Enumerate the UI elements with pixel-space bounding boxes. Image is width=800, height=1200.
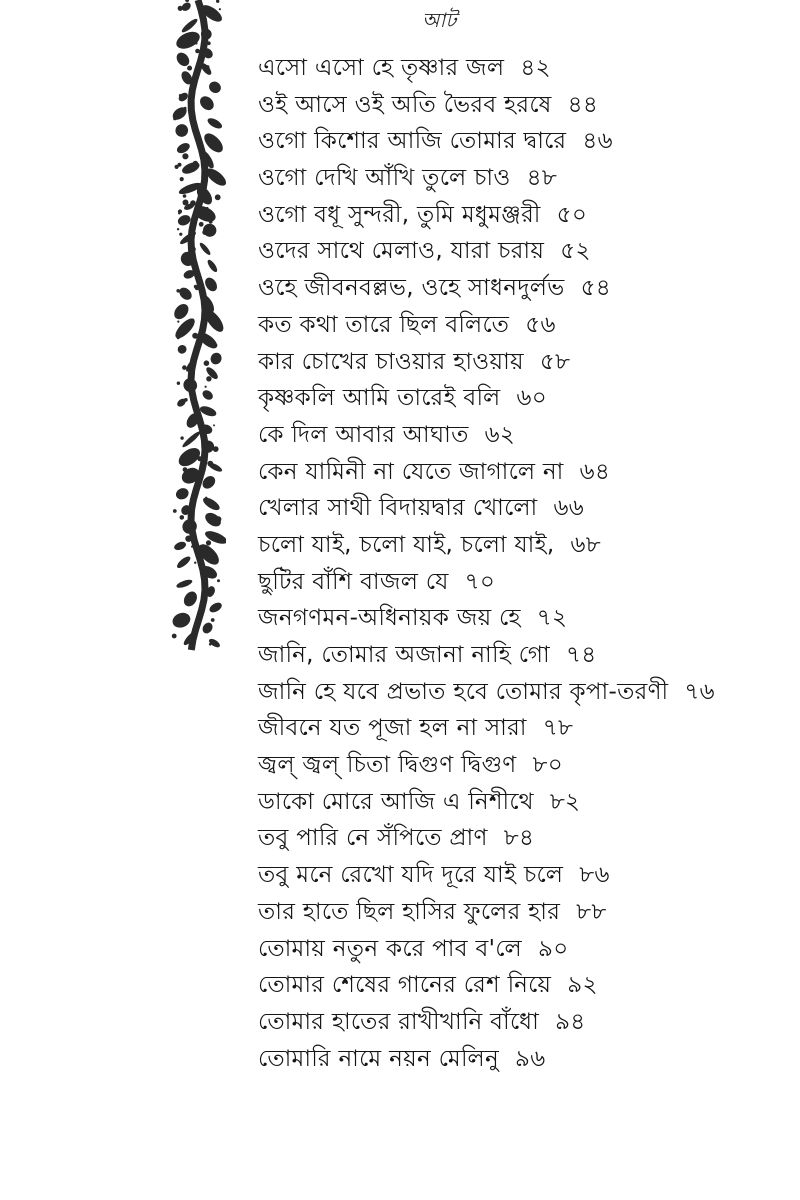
toc-entry-title: জানি, তোমার অজানা নাহি গো	[258, 642, 550, 668]
toc-entry-page: ৮৮	[576, 898, 607, 925]
toc-entry-page: ৫৬	[525, 311, 556, 338]
toc-entry-title: কৃষ্ণকলি আমি তারেই বলি	[258, 385, 501, 412]
toc-entry-page: ৭০	[464, 568, 496, 595]
toc-entry	[258, 87, 715, 124]
toc-entry-title: কার চোখের চাওয়ার হাওয়ায়	[258, 348, 524, 375]
toc-entry	[258, 747, 715, 784]
toc-entry-title: কে দিল আবার আঘাত	[258, 421, 469, 448]
toc-entry-page: ৬২	[484, 421, 516, 448]
toc-entry-page: ৮২	[549, 788, 581, 815]
toc-entry-page: ৯০	[537, 935, 569, 962]
toc-entry	[258, 931, 715, 968]
toc-entry-title: ওদের সাথে মেলাও, যারা চরায়	[258, 238, 545, 265]
toc-entry	[258, 894, 715, 931]
table-of-contents	[258, 50, 715, 1077]
toc-entry-title: তোমার হাতের রাখীখানি বাঁধো	[258, 1008, 540, 1035]
toc-entry-title: ওগো বধূ সুন্দরী, তুমি মধুমঞ্জরী	[258, 201, 541, 228]
toc-entry-title: কত কথা তারে ছিল বলিতে	[258, 311, 510, 338]
toc-entry-page: ৭৮	[542, 715, 574, 742]
toc-entry-title: জনগণমন-অধিনায়ক জয় হে	[258, 605, 521, 632]
toc-entry	[258, 564, 715, 601]
toc-entry	[258, 417, 715, 454]
toc-entry	[258, 233, 715, 270]
toc-entry-title: ওগো কিশোর আজি তোমার দ্বারে	[258, 128, 567, 155]
toc-entry-page: ৬৪	[579, 458, 611, 485]
toc-entry-title: কেন যামিনী না যেতে জাগালে না	[258, 458, 564, 485]
toc-entry-page: ৫২	[560, 238, 591, 265]
toc-entry	[258, 637, 715, 674]
toc-entry	[258, 344, 715, 381]
toc-entry-title: জীবনে যত পূজা হল না সারা	[258, 715, 527, 742]
toc-entry	[258, 967, 715, 1004]
toc-entry-page: ৯৬	[515, 1045, 546, 1072]
toc-entry-page: ৫৮	[539, 348, 571, 375]
toc-entry	[258, 1041, 715, 1078]
page-number: আট	[422, 8, 457, 32]
toc-entry-page: ৬৮	[570, 531, 602, 558]
toc-entry	[258, 307, 715, 344]
toc-entry	[258, 784, 715, 821]
toc-entry	[258, 197, 715, 234]
toc-entry-title: জানি হে যবে প্রভাত হবে তোমার কৃপা-তরণী	[258, 678, 669, 705]
toc-entry-title: তবু পারি নে সঁপিতে প্রাণ	[258, 825, 488, 852]
toc-entry	[258, 527, 715, 564]
toc-entry-page: ৭৬	[684, 678, 715, 705]
toc-entry-page: ৪২	[520, 55, 551, 81]
toc-entry-title: তোমারি নামে নয়ন মেলিনু	[258, 1045, 500, 1072]
toc-entry-title: ওহে জীবনবল্লভ, ওহে সাধনদুর্লভ	[258, 275, 565, 302]
toc-entry-page: ৬৬	[553, 495, 585, 522]
toc-entry	[258, 710, 715, 747]
toc-entry	[258, 600, 715, 637]
floral-vine-border-icon	[168, 0, 226, 660]
toc-entry-title: তার হাতে ছিল হাসির ফুলের হার	[258, 898, 561, 925]
toc-entry-page: ৫৪	[580, 275, 612, 302]
toc-entry	[258, 454, 715, 491]
toc-entry-title: ডাকো মোরে আজি এ নিশীথে	[258, 788, 534, 815]
toc-entry-title: খেলার সাথী বিদায়দ্বার খোলো	[258, 495, 538, 522]
toc-entry-page: ৬০	[516, 385, 548, 412]
toc-entry-page: ৪৬	[582, 128, 613, 155]
toc-entry-title: ওই আসে ওই অতি ভৈরব হরষে	[258, 91, 552, 118]
toc-entry	[258, 1004, 715, 1041]
toc-entry-title: তোমায় নতুন করে পাব ব'লে	[258, 935, 522, 962]
toc-entry-page: ৯৪	[555, 1008, 586, 1035]
toc-entry-page: ৪৪	[567, 91, 599, 118]
toc-entry-page: ৯২	[567, 972, 598, 999]
toc-entry-title: ছুটির বাঁশি বাজল যে	[258, 568, 449, 595]
toc-entry-page: ৮০	[532, 752, 563, 779]
toc-entry	[258, 123, 715, 160]
toc-entry	[258, 674, 715, 711]
toc-entry	[258, 490, 715, 527]
toc-entry-title: তবু মনে রেখো যদি দূরে যাই চলে	[258, 862, 564, 889]
toc-entry-page: ৮৬	[579, 862, 610, 889]
toc-entry	[258, 380, 715, 417]
toc-entry-page: ৭৪	[565, 642, 597, 668]
toc-entry	[258, 857, 715, 894]
toc-entry-title: চলো যাই, চলো যাই, চলো যাই,	[258, 531, 555, 558]
toc-entry	[258, 160, 715, 197]
toc-entry-title: ওগো দেখি আঁখি তুলে চাও	[258, 165, 511, 192]
toc-entry	[258, 820, 715, 857]
toc-entry-page: ৭২	[536, 605, 568, 632]
toc-entry-title: এসো এসো হে তৃষ্ণার জল	[258, 55, 505, 81]
toc-entry-title: তোমার শেষের গানের রেশ নিয়ে	[258, 972, 552, 999]
toc-entry-page: ৮৪	[503, 825, 535, 852]
toc-entry-page: ৪৮	[526, 165, 558, 192]
toc-entry-page: ৫০	[556, 201, 588, 228]
toc-entry-title: জ্বল্ জ্বল্ চিতা দ্বিগুণ দ্বিগুণ	[258, 752, 517, 779]
toc-entry	[258, 50, 715, 87]
toc-entry	[258, 270, 715, 307]
